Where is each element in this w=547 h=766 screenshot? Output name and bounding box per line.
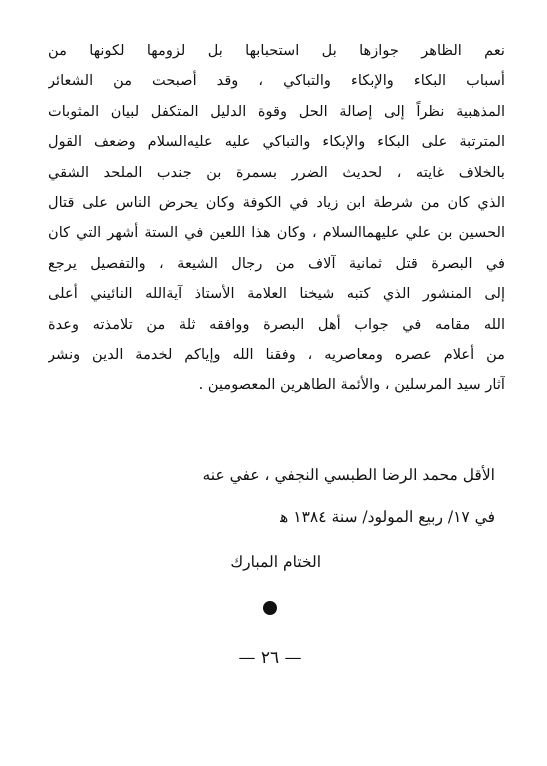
- paragraph-line: بالخلاف غايته ، لحديث الضرر بسمرة بن جندب الملحد الشقي: [48, 163, 505, 181]
- paragraph-line: الله مقامه في جواب أهل البصرة ووافقه ثلة من تلامذته وعدة: [48, 315, 505, 333]
- paragraph-line: في البصرة قتل ثمانية آلاف من رجال الشيعة ، والتفصيل يرجع: [48, 254, 505, 272]
- bullet-dot-icon: [263, 601, 277, 615]
- signature-date: في ١٧/ ربيع المولود/ سنة ١٣٨٤ ﻫ: [280, 508, 495, 526]
- signature-closing: الختام المبارك: [230, 553, 321, 571]
- page-number: — ٢٦ —: [238, 648, 302, 668]
- paragraph-line: آثار سيد المرسلين ، والأئمة الطاهرين المعصومين .: [198, 376, 505, 394]
- paragraph-line: نعم الظاهر جوازها بل استحبابها بل لزومها لكونها من: [48, 42, 505, 59]
- paragraph-line: المذهبية نظراً إلى إصالة الحل وقوة الدليل المتكفل لبيان المثوبات: [48, 102, 505, 120]
- main-paragraph: [48, 36, 505, 401]
- paragraph-line: الذي كان من شرطة ابن زياد في الكوفة وكان يحرض الناس على قتال: [48, 193, 505, 211]
- signature-name: الأقل محمد الرضا الطبسي النجفي ، عفي عنه: [202, 466, 495, 484]
- paragraph-line: الحسين بن علي عليهما‌السلام ، وكان هذا اللعين في الستة أشهر التي كان: [48, 224, 505, 242]
- paragraph-line: من أعلام عصره ومعاصريه ، وفقنا الله وإياكم لخدمة الدين ونشر: [48, 345, 505, 363]
- paragraph-line: المترتبة على البكاء والإبكاء والتباكي عليه عليه‌السلام وضعف القول: [48, 133, 505, 151]
- paragraph-line: أسباب البكاء والإبكاء والتباكي ، وقد أصبحت من الشعائر: [48, 72, 505, 90]
- paragraph-line: إلى المنشور الذي كتبه شيخنا العلامة الأستاذ آية‌الله النائيني أعلى: [48, 285, 505, 303]
